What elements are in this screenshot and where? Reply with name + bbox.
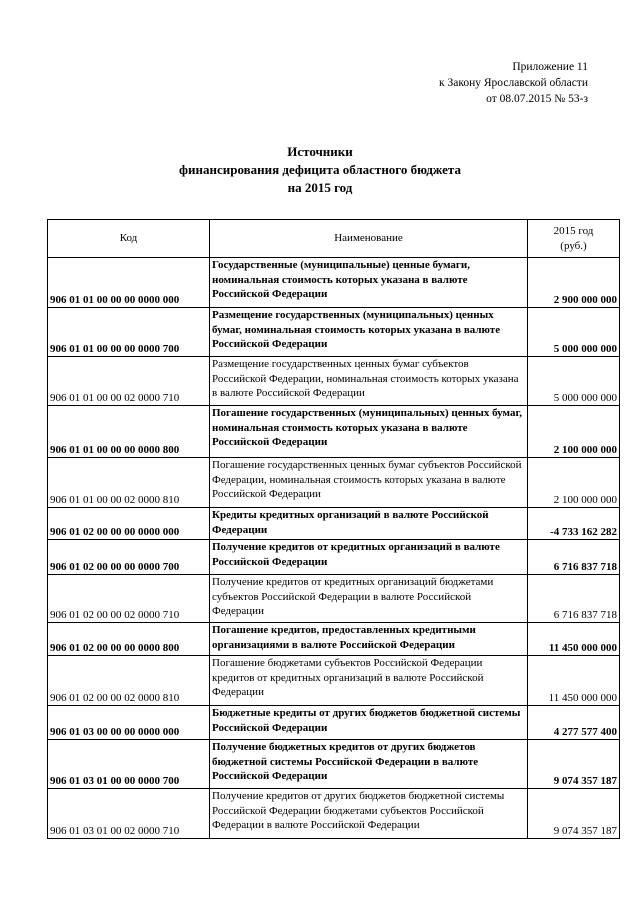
row-name: Размещение государственных (муниципальных) ценных бумаг, номинальная стоимость которых указана в валюте Российской Федерации (210, 308, 528, 357)
row-name: Кредиты кредитных организаций в валюте Российской Федерации (210, 508, 528, 540)
title-line-3: на 2015 год (287, 180, 353, 195)
row-name: Погашение бюджетами субъектов Российской Федерации кредитов от кредитных организаций в валюте Российской Федерации (210, 656, 528, 706)
row-name: Получение кредитов от кредитных организаций в валюте Российской Федерации (210, 540, 528, 575)
row-code: 906 01 01 00 00 02 0000 710 (48, 357, 210, 406)
row-code: 906 01 01 00 00 00 0000 700 (48, 308, 210, 357)
row-code: 906 01 01 00 00 02 0000 810 (48, 458, 210, 508)
row-code: 906 01 03 00 00 00 0000 000 (48, 706, 210, 740)
row-name: Погашение государственных ценных бумаг субъектов Российской Федерации, номинальная стоимость которых указана в валюте Российской Федерации (210, 458, 528, 508)
row-amount: 6 716 837 718 (528, 540, 620, 575)
row-name: Размещение государственных ценных бумаг субъектов Российской Федерации, номинальная стоимость которых указана в валюте Российской Федерации (210, 357, 528, 406)
row-amount: 11 450 000 000 (528, 656, 620, 706)
row-code: 906 01 03 01 00 02 0000 710 (48, 789, 210, 839)
row-name: Погашение кредитов, предоставленных кредитными организациями в валюте Российской Федерации (210, 623, 528, 656)
title-line-1: Источники (287, 144, 353, 159)
row-code: 906 01 03 01 00 00 0000 700 (48, 740, 210, 789)
row-code: 906 01 02 00 00 02 0000 810 (48, 656, 210, 706)
table-row (48, 623, 620, 656)
table-row (48, 789, 620, 839)
appendix-number: Приложение 11 (512, 61, 588, 73)
row-code: 906 01 02 00 00 00 0000 000 (48, 508, 210, 540)
row-name: Получение бюджетных кредитов от других бюджетов бюджетной системы Российской Федерации в валюте Российской Федерации (210, 740, 528, 789)
table-row (48, 406, 620, 458)
financing-sources-table (47, 219, 620, 839)
row-amount: 9 074 357 187 (528, 789, 620, 839)
row-amount: 2 900 000 000 (528, 258, 620, 308)
table-row (48, 706, 620, 740)
table-row (48, 656, 620, 706)
row-name: Погашение государственных (муниципальных) ценных бумаг, номинальная стоимость которых указана в валюте Российской Федерации (210, 406, 528, 458)
table-row (48, 357, 620, 406)
row-name: Бюджетные кредиты от других бюджетов бюджетной системы Российской Федерации (210, 706, 528, 740)
table-row (48, 508, 620, 540)
row-amount: 5 000 000 000 (528, 357, 620, 406)
document-title (0, 143, 640, 197)
table-row (48, 458, 620, 508)
row-code: 906 01 02 00 00 00 0000 800 (48, 623, 210, 656)
row-amount: 2 100 000 000 (528, 458, 620, 508)
row-name: Получение кредитов от кредитных организаций бюджетами субъектов Российской Федерации в валюте Российской Федерации (210, 575, 528, 623)
table-row (48, 308, 620, 357)
table-row (48, 540, 620, 575)
appendix-law: к Закону Ярославской области (439, 77, 588, 89)
table-row (48, 258, 620, 308)
row-code: 906 01 02 00 00 02 0000 710 (48, 575, 210, 623)
header-amount (528, 220, 620, 258)
row-amount: 4 277 577 400 (528, 706, 620, 740)
table-header-row (48, 220, 620, 258)
row-amount: 5 000 000 000 (528, 308, 620, 357)
row-name: Получение кредитов от других бюджетов бюджетной системы Российской Федерации бюджетами субъектов Российской Федерации в валюте Российской Федерации (210, 789, 528, 839)
row-name: Государственные (муниципальные) ценные бумаги, номинальная стоимость которых указана в валюте Российской Федерации (210, 258, 528, 308)
row-amount: -4 733 162 282 (528, 508, 620, 540)
header-name: Наименование (210, 220, 528, 258)
row-code: 906 01 02 00 00 00 0000 700 (48, 540, 210, 575)
row-amount: 6 716 837 718 (528, 575, 620, 623)
appendix-date: от 08.07.2015 № 53-з (486, 93, 588, 105)
row-amount: 11 450 000 000 (528, 623, 620, 656)
header-code: Код (48, 220, 210, 258)
table-row (48, 740, 620, 789)
table-row (48, 575, 620, 623)
title-line-2: финансирования дефицита областного бюджета (179, 162, 461, 177)
header-amount-unit: (руб.) (560, 239, 587, 252)
row-code: 906 01 01 00 00 00 0000 000 (48, 258, 210, 308)
appendix-header (439, 59, 588, 107)
header-amount-year: 2015 год (553, 225, 594, 237)
row-amount: 2 100 000 000 (528, 406, 620, 458)
row-amount: 9 074 357 187 (528, 740, 620, 789)
row-code: 906 01 01 00 00 00 0000 800 (48, 406, 210, 458)
